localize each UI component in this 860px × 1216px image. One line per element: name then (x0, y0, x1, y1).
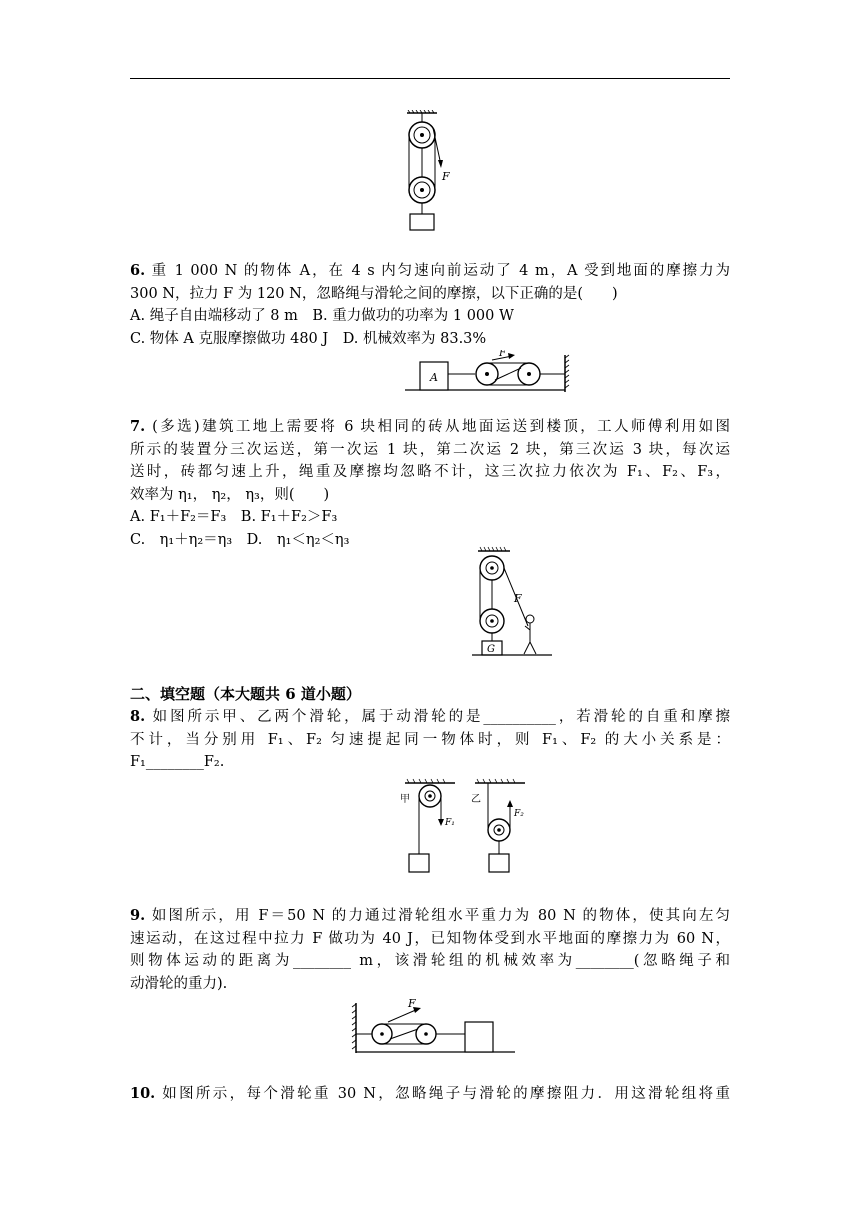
question-10 (130, 1083, 730, 1106)
question-6 (130, 260, 730, 350)
question-text: 如图所示，每个滑轮重 30 N，忽略绳子与滑轮的摩擦阻力．用这滑轮组将重 (155, 1086, 730, 1102)
question-text: 送时，砖都匀速上升，绳重及摩擦均忽略不计，这三次拉力依次为 F₁、F₂、F₃， (130, 464, 730, 480)
question-text: 如图所示甲、乙两个滑轮，属于动滑轮的是__________，若滑轮的自重和摩擦 (145, 709, 730, 725)
pulley-figure-q7 (470, 546, 560, 661)
question-7 (130, 416, 730, 551)
pulley-figure-q8 (395, 778, 545, 878)
question-number: 7. (130, 418, 146, 435)
pulley-label-jia: 甲 (400, 794, 410, 805)
question-text: 则物体运动的距离为________ m，该滑轮组的机械效率为________(忽略绳子和 (130, 953, 730, 969)
force-label: F (514, 592, 522, 605)
question-text: F₁________F₂. (130, 754, 225, 770)
force-label: F (499, 350, 506, 359)
header-rule (130, 78, 730, 79)
question-text: 重 1 000 N 的物体 A，在 4 s 内匀速向前运动了 4 m，A 受到地面的摩擦力为 (145, 263, 730, 279)
pulley-figure-q6 (400, 350, 575, 396)
pulley-label-yi: 乙 (471, 794, 481, 805)
section-title: 二、填空题（本大题共 6 道小题） (130, 685, 361, 703)
force-label: F (442, 170, 450, 183)
option-line: C. 物体 A 克服摩擦做功 480 J D. 机械效率为 83.3% (130, 330, 487, 347)
question-text: 效率为 η₁， η₂， η₃，则( ) (130, 486, 330, 503)
option-line: A. F₁＋F₂＝F₃ B. F₁＋F₂＞F₃ (130, 509, 338, 525)
question-text: 所示的装置分三次运送，第一次运 1 块，第二次运 2 块，第三次运 3 块，每次运 (130, 441, 730, 458)
question-8 (130, 706, 730, 774)
pulley-figure-q9 (350, 998, 520, 1058)
question-number: 8. (130, 708, 146, 725)
option-line: C. η₁＋η₂＝η₃ D. η₁＜η₂＜η₃ (130, 531, 350, 548)
question-number: 9. (130, 907, 146, 924)
question-number: 10. (130, 1085, 156, 1102)
weight-label: G (487, 644, 495, 655)
question-text: 不计，当分别用 F₁、F₂ 匀速提起同一物体时，则 F₁、F₂ 的大小关系是： (130, 731, 730, 748)
question-text: 速运动，在这过程中拉力 F 做功为 40 J，已知物体受到水平地面的摩擦力为 60 N， (130, 930, 730, 947)
question-text: (多选)建筑工地上需要将 6 块相同的砖从地面运送到楼顶，工人师傅利用如图 (145, 419, 730, 435)
question-text: 如图所示，用 F＝50 N 的力通过滑轮组水平重力为 80 N 的物体，使其向左匀 (145, 908, 730, 924)
question-9 (130, 905, 730, 995)
question-text: 300 N，拉力 F 为 120 N，忽略绳与滑轮之间的摩擦，以下正确的是( ) (130, 285, 618, 302)
question-text: 动滑轮的重力). (130, 975, 228, 992)
force-label-f1: F₁ (445, 818, 455, 828)
force-label: F (408, 998, 416, 1010)
block-label: A (430, 371, 438, 384)
option-line: A. 绳子自由端移动了 8 m B. 重力做功的功率为 1 000 W (130, 308, 514, 324)
question-number: 6. (130, 262, 146, 279)
pulley-figure-top (395, 110, 465, 235)
force-label-f2: F₂ (514, 809, 524, 819)
